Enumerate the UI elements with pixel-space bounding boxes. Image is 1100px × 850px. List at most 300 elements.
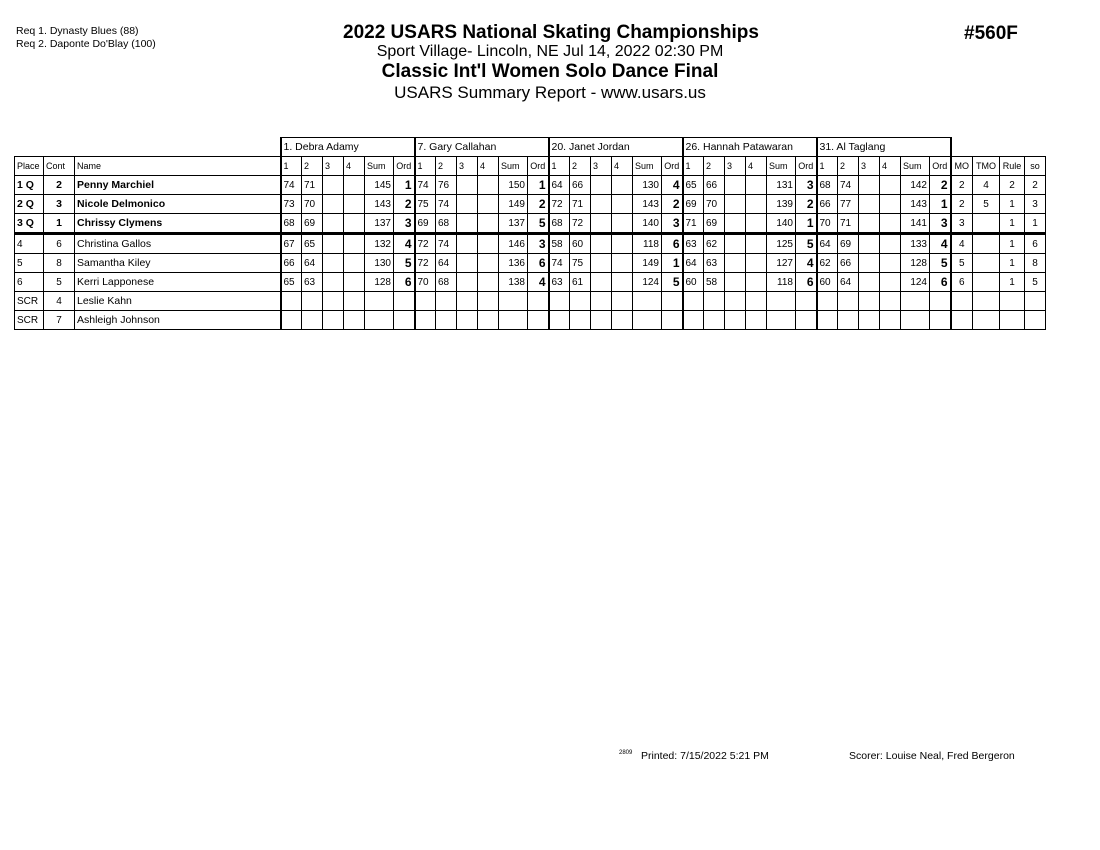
score-cell: 72 xyxy=(415,234,436,254)
sum-cell: 127 xyxy=(767,254,796,273)
score-cell: 70 xyxy=(817,214,838,234)
col-header-score-2: 2 xyxy=(436,157,457,176)
score-cell xyxy=(591,195,612,214)
score-cell xyxy=(683,311,704,330)
score-cell: 69 xyxy=(683,195,704,214)
sum-cell: 137 xyxy=(365,214,394,234)
score-cell: 68 xyxy=(817,176,838,195)
mo-cell: 3 xyxy=(951,214,973,234)
sum-cell: 140 xyxy=(767,214,796,234)
col-header-score-4: 4 xyxy=(612,157,633,176)
col-header-score-3: 3 xyxy=(323,157,344,176)
score-cell xyxy=(344,214,365,234)
judge-name: 26. Hannah Patawaran xyxy=(683,138,817,157)
venue-date-line: Sport Village- Lincoln, NE Jul 14, 2022 02:30 PM xyxy=(376,43,724,60)
score-cell xyxy=(591,273,612,292)
score-cell xyxy=(457,176,478,195)
column-header-row xyxy=(15,157,1046,176)
judge-name: 7. Gary Callahan xyxy=(415,138,549,157)
sum-cell xyxy=(633,292,662,311)
score-cell: 62 xyxy=(817,254,838,273)
score-cell xyxy=(859,254,880,273)
col-header-score-4: 4 xyxy=(880,157,901,176)
ordinal-cell xyxy=(930,311,951,330)
score-cell xyxy=(612,311,633,330)
score-cell xyxy=(323,234,344,254)
score-cell xyxy=(344,311,365,330)
score-cell: 63 xyxy=(683,234,704,254)
score-cell xyxy=(323,292,344,311)
score-cell xyxy=(725,254,746,273)
score-cell xyxy=(746,234,767,254)
score-cell xyxy=(281,311,302,330)
score-cell: 64 xyxy=(817,234,838,254)
score-cell xyxy=(612,214,633,234)
contestant-number-cell: 7 xyxy=(44,311,75,330)
rule-cell: 1 xyxy=(1000,214,1025,234)
col-header-score-2: 2 xyxy=(570,157,591,176)
score-cell xyxy=(436,311,457,330)
so-cell: 6 xyxy=(1025,234,1046,254)
score-cell xyxy=(880,292,901,311)
score-cell xyxy=(344,195,365,214)
place-cell: SCR xyxy=(15,292,44,311)
score-cell xyxy=(591,176,612,195)
score-cell xyxy=(817,311,838,330)
sum-cell xyxy=(767,292,796,311)
tmo-cell xyxy=(973,292,1000,311)
score-cell: 64 xyxy=(436,254,457,273)
col-header-ord: Ord xyxy=(796,157,817,176)
score-cell: 72 xyxy=(570,214,591,234)
score-cell xyxy=(591,234,612,254)
report-code: 2809 xyxy=(619,750,633,756)
so-cell xyxy=(1025,311,1046,330)
rule-cell xyxy=(1000,292,1025,311)
score-cell xyxy=(725,292,746,311)
score-cell xyxy=(344,234,365,254)
mo-cell: 2 xyxy=(951,176,973,195)
ordinal-cell xyxy=(796,292,817,311)
so-cell: 5 xyxy=(1025,273,1046,292)
table-row xyxy=(15,311,1046,330)
score-cell xyxy=(746,311,767,330)
score-cell xyxy=(704,292,725,311)
sum-cell: 118 xyxy=(767,273,796,292)
score-cell xyxy=(746,273,767,292)
score-cell xyxy=(859,234,880,254)
score-cell xyxy=(859,176,880,195)
so-cell xyxy=(1025,292,1046,311)
col-header-sum: Sum xyxy=(365,157,394,176)
score-cell: 69 xyxy=(302,214,323,234)
sum-cell: 150 xyxy=(499,176,528,195)
sum-cell: 142 xyxy=(901,176,930,195)
score-cell: 58 xyxy=(704,273,725,292)
col-header-score-1: 1 xyxy=(281,157,302,176)
col-header-score-1: 1 xyxy=(683,157,704,176)
score-cell xyxy=(323,273,344,292)
contestant-number-cell: 8 xyxy=(44,254,75,273)
skater-name-cell: Samantha Kiley xyxy=(75,254,281,273)
ordinal-cell xyxy=(662,311,683,330)
score-cell xyxy=(880,176,901,195)
rule-cell: 1 xyxy=(1000,234,1025,254)
ordinal-cell: 6 xyxy=(662,234,683,254)
score-cell xyxy=(880,311,901,330)
contestant-number-cell: 2 xyxy=(44,176,75,195)
so-cell: 3 xyxy=(1025,195,1046,214)
skater-name-cell: Nicole Delmonico xyxy=(75,195,281,214)
score-cell xyxy=(323,254,344,273)
col-header-mo: MO xyxy=(951,157,973,176)
score-cell xyxy=(859,311,880,330)
ordinal-cell: 5 xyxy=(662,273,683,292)
score-cell: 60 xyxy=(817,273,838,292)
ordinal-cell: 2 xyxy=(930,176,951,195)
score-cell xyxy=(457,214,478,234)
score-cell: 74 xyxy=(436,195,457,214)
col-header-tmo: TMO xyxy=(973,157,1000,176)
score-cell xyxy=(817,292,838,311)
ordinal-cell: 2 xyxy=(394,195,415,214)
rule-cell xyxy=(1000,311,1025,330)
score-cell xyxy=(323,176,344,195)
col-header-score-2: 2 xyxy=(838,157,859,176)
score-cell: 77 xyxy=(838,195,859,214)
col-header-ord: Ord xyxy=(930,157,951,176)
skater-name-cell: Kerri Lapponese xyxy=(75,273,281,292)
mo-cell: 4 xyxy=(951,234,973,254)
col-header-sum: Sum xyxy=(767,157,796,176)
col-header-sum: Sum xyxy=(901,157,930,176)
ordinal-cell: 5 xyxy=(528,214,549,234)
score-cell xyxy=(859,292,880,311)
score-cell: 74 xyxy=(838,176,859,195)
request-line: Req 2. Daponte Do'Blay (100) xyxy=(16,38,156,50)
judge-header-spacer xyxy=(15,138,281,157)
mo-cell: 6 xyxy=(951,273,973,292)
score-cell xyxy=(478,273,499,292)
sum-cell: 124 xyxy=(633,273,662,292)
table-row xyxy=(15,195,1046,214)
col-header-score-3: 3 xyxy=(859,157,880,176)
table-row xyxy=(15,214,1046,234)
score-cell: 74 xyxy=(415,176,436,195)
table-row xyxy=(15,254,1046,273)
sum-cell xyxy=(767,311,796,330)
ordinal-cell: 5 xyxy=(796,234,817,254)
score-cell xyxy=(683,292,704,311)
score-cell xyxy=(415,292,436,311)
sum-cell xyxy=(633,311,662,330)
score-cell xyxy=(478,176,499,195)
sum-cell: 118 xyxy=(633,234,662,254)
score-cell: 63 xyxy=(549,273,570,292)
score-cell xyxy=(344,292,365,311)
request-line: Req 1. Dynasty Blues (88) xyxy=(16,25,139,37)
score-cell xyxy=(457,273,478,292)
col-header-place: Place xyxy=(15,157,44,176)
table-row xyxy=(15,292,1046,311)
skater-name-cell: Penny Marchiel xyxy=(75,176,281,195)
skater-name-cell: Christina Gallos xyxy=(75,234,281,254)
skater-name-cell: Ashleigh Johnson xyxy=(75,311,281,330)
score-cell: 71 xyxy=(302,176,323,195)
sum-cell: 137 xyxy=(499,214,528,234)
skater-name-cell: Leslie Kahn xyxy=(75,292,281,311)
score-cell xyxy=(704,311,725,330)
event-number: #560F xyxy=(964,23,1018,44)
score-cell: 66 xyxy=(704,176,725,195)
col-header-ord: Ord xyxy=(394,157,415,176)
ordinal-cell: 2 xyxy=(662,195,683,214)
sum-cell: 139 xyxy=(767,195,796,214)
sum-cell: 143 xyxy=(901,195,930,214)
sum-cell xyxy=(901,311,930,330)
report-name: USARS Summary Report - www.usars.us xyxy=(394,83,706,102)
sum-cell: 124 xyxy=(901,273,930,292)
score-cell: 66 xyxy=(281,254,302,273)
score-cell xyxy=(725,311,746,330)
sum-cell: 143 xyxy=(365,195,394,214)
mo-cell: 5 xyxy=(951,254,973,273)
score-cell: 75 xyxy=(415,195,436,214)
contestant-number-cell: 3 xyxy=(44,195,75,214)
score-cell xyxy=(746,176,767,195)
score-cell xyxy=(880,254,901,273)
contestant-number-cell: 6 xyxy=(44,234,75,254)
sum-cell: 143 xyxy=(633,195,662,214)
score-cell: 68 xyxy=(436,214,457,234)
judge-name: 20. Janet Jordan xyxy=(549,138,683,157)
ordinal-cell xyxy=(394,311,415,330)
tmo-cell xyxy=(973,234,1000,254)
rule-cell: 2 xyxy=(1000,176,1025,195)
ordinal-cell: 5 xyxy=(394,254,415,273)
table-row xyxy=(15,234,1046,254)
col-header-score-1: 1 xyxy=(549,157,570,176)
ordinal-cell xyxy=(528,311,549,330)
sum-cell: 128 xyxy=(365,273,394,292)
score-cell: 65 xyxy=(302,234,323,254)
score-cell: 72 xyxy=(415,254,436,273)
score-cell xyxy=(859,195,880,214)
table-row xyxy=(15,176,1046,195)
score-cell: 68 xyxy=(281,214,302,234)
col-header-score-4: 4 xyxy=(344,157,365,176)
rule-cell: 1 xyxy=(1000,273,1025,292)
score-cell xyxy=(591,254,612,273)
score-cell xyxy=(344,176,365,195)
judge-header-row xyxy=(15,138,1046,157)
rule-cell: 1 xyxy=(1000,254,1025,273)
score-cell: 63 xyxy=(302,273,323,292)
score-cell xyxy=(880,214,901,234)
sum-cell: 140 xyxy=(633,214,662,234)
sum-cell xyxy=(901,292,930,311)
sum-cell: 149 xyxy=(633,254,662,273)
ordinal-cell: 4 xyxy=(796,254,817,273)
col-header-ord: Ord xyxy=(528,157,549,176)
tmo-cell xyxy=(973,311,1000,330)
score-cell xyxy=(323,195,344,214)
col-header-so: so xyxy=(1025,157,1046,176)
score-cell xyxy=(838,311,859,330)
col-header-score-4: 4 xyxy=(746,157,767,176)
tmo-cell xyxy=(973,214,1000,234)
score-cell xyxy=(591,311,612,330)
score-cell xyxy=(549,311,570,330)
score-cell xyxy=(859,214,880,234)
ordinal-cell xyxy=(394,292,415,311)
so-cell: 1 xyxy=(1025,214,1046,234)
score-cell: 76 xyxy=(436,176,457,195)
sum-cell: 145 xyxy=(365,176,394,195)
event-name: Classic Int'l Women Solo Dance Final xyxy=(381,61,719,82)
score-cell: 65 xyxy=(281,273,302,292)
score-cell xyxy=(612,195,633,214)
score-cell xyxy=(570,311,591,330)
score-cell xyxy=(746,195,767,214)
score-cell: 68 xyxy=(436,273,457,292)
ordinal-cell: 2 xyxy=(796,195,817,214)
score-cell xyxy=(478,311,499,330)
score-cell xyxy=(457,195,478,214)
ordinal-cell: 1 xyxy=(662,254,683,273)
score-cell xyxy=(344,254,365,273)
sum-cell: 130 xyxy=(365,254,394,273)
col-header-sum: Sum xyxy=(499,157,528,176)
score-cell xyxy=(549,292,570,311)
mo-cell xyxy=(951,311,973,330)
ordinal-cell: 4 xyxy=(662,176,683,195)
score-cell: 70 xyxy=(415,273,436,292)
col-header-score-4: 4 xyxy=(478,157,499,176)
sum-cell: 138 xyxy=(499,273,528,292)
sum-cell: 132 xyxy=(365,234,394,254)
score-cell xyxy=(478,254,499,273)
sum-cell: 130 xyxy=(633,176,662,195)
score-cell: 74 xyxy=(436,234,457,254)
sum-cell: 136 xyxy=(499,254,528,273)
tmo-cell: 4 xyxy=(973,176,1000,195)
score-cell xyxy=(880,195,901,214)
ordinal-cell: 6 xyxy=(930,273,951,292)
col-header-score-2: 2 xyxy=(302,157,323,176)
sum-cell xyxy=(499,292,528,311)
score-cell: 75 xyxy=(570,254,591,273)
judge-header-spacer xyxy=(951,138,1046,157)
sum-cell: 125 xyxy=(767,234,796,254)
score-cell xyxy=(281,292,302,311)
place-cell: 3 Q xyxy=(15,214,44,234)
score-cell xyxy=(457,254,478,273)
ordinal-cell: 4 xyxy=(930,234,951,254)
printed-timestamp: Printed: 7/15/2022 5:21 PM xyxy=(641,750,769,762)
col-header-cont: Cont xyxy=(44,157,75,176)
score-cell: 74 xyxy=(281,176,302,195)
score-cell xyxy=(725,195,746,214)
score-cell: 66 xyxy=(817,195,838,214)
score-cell: 60 xyxy=(570,234,591,254)
score-cell: 58 xyxy=(549,234,570,254)
col-header-score-3: 3 xyxy=(725,157,746,176)
score-cell: 67 xyxy=(281,234,302,254)
score-cell xyxy=(302,292,323,311)
ordinal-cell xyxy=(662,292,683,311)
score-cell: 64 xyxy=(549,176,570,195)
contestant-number-cell: 4 xyxy=(44,292,75,311)
score-cell: 66 xyxy=(570,176,591,195)
report-header xyxy=(0,22,1100,103)
ordinal-cell: 5 xyxy=(930,254,951,273)
col-header-score-1: 1 xyxy=(415,157,436,176)
rule-cell: 1 xyxy=(1000,195,1025,214)
ordinal-cell: 1 xyxy=(394,176,415,195)
score-cell xyxy=(478,234,499,254)
score-cell: 69 xyxy=(838,234,859,254)
score-cell: 66 xyxy=(838,254,859,273)
tmo-cell xyxy=(973,254,1000,273)
score-cell xyxy=(415,311,436,330)
score-cell xyxy=(478,292,499,311)
score-cell xyxy=(880,273,901,292)
skater-name-cell: Chrissy Clymens xyxy=(75,214,281,234)
ordinal-cell: 3 xyxy=(394,214,415,234)
tmo-cell: 5 xyxy=(973,195,1000,214)
score-cell: 69 xyxy=(704,214,725,234)
score-cell xyxy=(302,311,323,330)
place-cell: SCR xyxy=(15,311,44,330)
score-cell xyxy=(323,311,344,330)
score-cell: 70 xyxy=(704,195,725,214)
mo-cell xyxy=(951,292,973,311)
score-cell: 60 xyxy=(683,273,704,292)
score-cell: 71 xyxy=(838,214,859,234)
ordinal-cell: 6 xyxy=(796,273,817,292)
judge-name: 31. Al Taglang xyxy=(817,138,951,157)
score-cell: 64 xyxy=(838,273,859,292)
col-header-name: Name xyxy=(75,157,281,176)
score-cell: 64 xyxy=(683,254,704,273)
score-cell xyxy=(591,214,612,234)
ordinal-cell xyxy=(930,292,951,311)
sum-cell: 131 xyxy=(767,176,796,195)
ordinal-cell: 2 xyxy=(528,195,549,214)
ordinal-cell: 3 xyxy=(528,234,549,254)
col-header-score-1: 1 xyxy=(817,157,838,176)
score-cell xyxy=(725,214,746,234)
score-cell: 74 xyxy=(549,254,570,273)
score-cell xyxy=(612,254,633,273)
score-cell xyxy=(591,292,612,311)
ordinal-cell: 6 xyxy=(394,273,415,292)
score-cell xyxy=(570,292,591,311)
score-cell xyxy=(612,292,633,311)
ordinal-cell: 3 xyxy=(930,214,951,234)
col-header-sum: Sum xyxy=(633,157,662,176)
score-cell: 72 xyxy=(549,195,570,214)
championship-title: 2022 USARS National Skating Championships xyxy=(343,22,759,43)
place-cell: 2 Q xyxy=(15,195,44,214)
score-cell xyxy=(880,234,901,254)
ordinal-cell xyxy=(528,292,549,311)
score-cell xyxy=(457,292,478,311)
score-cell xyxy=(478,195,499,214)
contestant-number-cell: 5 xyxy=(44,273,75,292)
ordinal-cell xyxy=(796,311,817,330)
